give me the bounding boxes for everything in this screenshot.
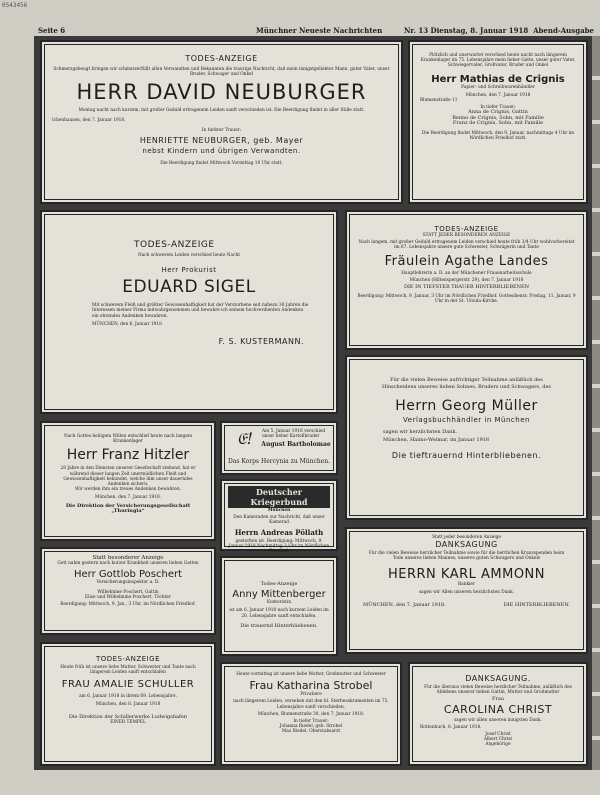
deceased-name: August Bartholomae — [261, 441, 331, 449]
deceased-prefix: Frau — [491, 696, 505, 703]
ad-place: MÜNCHEN, den 7. Januar 1918. — [363, 602, 446, 609]
ad-text: 28 Jahre in den Diensten unserer Gesellschaft stehend, hat er während dieser langen Zeit unermüdlichen Fleiß und Gewissenhaftigkeit bekundet, welche ihm unser dauerndes Andenken sichern. — [60, 466, 196, 488]
burial-info: Beerdigung: Mittwoch, 9. Jan., 3 Uhr, im Nördlichen Friedhof. — [60, 602, 196, 608]
deceased-name: HERR DAVID NEUBURGER — [76, 80, 367, 105]
ad-heading: DANKSAGUNG — [435, 540, 498, 550]
obituary-anny-mittenberger — [220, 556, 338, 656]
family-member: Josef Christ — [485, 732, 511, 738]
family-line: nebst Kindern und übrigen Verwandten. — [142, 147, 301, 156]
family-member: Franz de Crignis, Sohn, mit Familie — [452, 119, 544, 126]
mourning-line: In tiefer Trauer: — [480, 105, 516, 111]
ad-text: am 6. Januar 1918 in ihrem 69. Lebensjahre. — [79, 694, 177, 700]
ad-title: Statt jeder besonderen Anzeige — [432, 535, 501, 540]
kriegerbund-logo: Deutscher Kriegerbund — [228, 486, 330, 508]
mourning-line: Die trauernd Hinterbliebenen. — [240, 622, 318, 629]
neighbor-page-strip — [592, 36, 600, 770]
mourning-line: In tiefer Trauer: — [293, 719, 329, 725]
ad-text: sagen wir allen unseren innigsten Dank. — [453, 717, 543, 723]
obituary-gottlob-poschert — [40, 547, 216, 635]
widow-name: HENRIETTE NEUBURGER, geb. Mayer — [139, 136, 304, 146]
obituary-august-bartholomae — [220, 421, 338, 475]
ad-text: Schmerzgebeugt bringen wir schmerzerfüllt allen Verwandten und Bekannten die traurige Nachricht, daß mein innigstgeliebter Mann, guter Vater, unser Bruder, Schwager und Onkel — [53, 67, 390, 78]
ad-place: Ichenhausen, den 7. Januar 1918. — [52, 117, 126, 123]
ad-text: Gott nahm gestern nach kurzer Krankheit unseren lieben Gatten — [57, 561, 199, 567]
ad-text: Nach langem, mit großer Geduld ertragenem Leiden verschied heute früh 3/4 Uhr wohlvorbereitet im 67. Lebensjahre unsere gute Schwester, Schwägerin und Tante — [358, 240, 575, 251]
deceased-name: CAROLINA CHRIST — [443, 702, 553, 716]
obituary-david-neuburger — [40, 40, 403, 204]
ad-text: Montag nacht nach kurzem, mit großer Geduld ertragenem Leiden sanft verschieden ist. Die Beerdigung findet in aller Stille statt. — [78, 108, 365, 114]
family-member: Elise und Wilhelmine Poschert, Töchter — [84, 594, 172, 600]
mourning-line: Die tieftrauernd Hinterbliebenen. — [391, 451, 542, 461]
ad-place: München, den 8. Januar 1918 — [95, 701, 161, 707]
city: München — [267, 508, 291, 513]
deceased-prefix: Herr Prokurist — [161, 266, 217, 275]
ad-text: Heute vormittag ist unsere liebe Mutter, Großmutter und Schwester — [236, 672, 386, 677]
company-name: „Thuringia“ — [111, 507, 145, 514]
burial-info: Beerdigung: Mittwoch, 9. Januar, 3 Uhr im Nördlichen Friedhof. Gottesdienst: Freitag, 11. Januar, 9 Uhr in der St. Ursula-Kirche. — [357, 294, 576, 305]
deceased-name: Herr Gottlob Poschert — [73, 569, 183, 581]
thanks-carolina-christ — [408, 662, 588, 766]
scan-corner-id: 0543456 — [2, 2, 28, 9]
obituary-eduard-sigel — [40, 210, 338, 414]
ad-text: Am 5. Januar 1918 verschied unser lieber Kartellbruder — [262, 429, 326, 440]
signature: Die Direktion der Schillerwerke Ludwigshafen — [68, 713, 188, 720]
obituary-agathe-landes — [345, 210, 588, 350]
burial-info: Die Beerdigung findet Mittwoch, den 9. Januar, nachmittags 4 Uhr im Nördlichen Friedhof statt. — [421, 131, 575, 142]
ad-text: Für die vielen Beweise herzlicher Teilnahme sowie für die herrlichen Kranzspenden beim Tode unseres lieben Mannes, unseres guten Schwagers und Onkels — [368, 551, 565, 562]
family-member: Wilhelmine Poschert, Gattin — [97, 589, 159, 595]
family-member: Albert Christ — [483, 737, 513, 743]
ad-text: ist am 6. Januar 1918 nach kurzem Leiden im 20. Lebensjahre sanft entschlafen. — [229, 608, 329, 619]
burial-info: Die Beerdigung findet Mittwoch Vormittag 10 Uhr statt. — [160, 161, 283, 167]
deceased-role: Papier- und Schreibwarenhändler — [461, 84, 535, 90]
obituary-mathias-de-crignis — [408, 40, 588, 204]
newspaper-name: Münchner Neueste Nachrichten — [256, 26, 383, 35]
ad-subtitle: STATT JEDER BESONDEREN ANZEIGE — [422, 233, 511, 238]
ad-address: Blumenstraße 11 — [420, 98, 458, 104]
deceased-role: Privatiere — [300, 692, 322, 698]
mourning-line: DIE HINTERBLIEBENEN. — [503, 602, 570, 609]
deceased-name: Anny Mittenberger — [232, 589, 326, 601]
deceased-name: Herr Franz Hitzler — [66, 447, 190, 464]
obituary-amalie-schuller — [40, 642, 216, 766]
thanks-karl-ammonn — [345, 527, 588, 654]
family-member: Max Riedel, Oberstabsarzt — [281, 729, 341, 735]
deceased-role: Kontoristin — [266, 600, 292, 606]
deceased-role: Versicherungsinspektor a. D. — [96, 580, 160, 586]
ad-title: TODES-ANZEIGE — [134, 240, 215, 250]
obituary-franz-hitzler — [40, 421, 216, 541]
deceased-name: EDUARD SIGEL — [122, 277, 256, 298]
page-number: Seite 6 — [38, 26, 66, 35]
deceased-name: Herrn Georg Müller — [395, 398, 538, 414]
ad-title: TODES-ANZEIGE — [185, 54, 258, 63]
ad-place: Rottenbuch, 8. Januar 1918. — [420, 724, 482, 730]
ad-text: sagen wir herzlichsten Dank. — [383, 429, 457, 435]
ad-place: MÜNCHEN, den 6. Januar 1918 — [92, 321, 162, 327]
ad-text: Für die überaus vielen Beweise herzlicher Teilnahme, anläßlich des Ablebens unserer lieben Gattin, Mutter und Großmutter — [424, 685, 572, 696]
signature: Die Direktion der Versicherungsgesellschaft — [65, 502, 191, 509]
ad-text: Wir werden ihm ein treues Andenken bewahren. — [75, 487, 181, 493]
ad-text: Heute früh ist unsere liebe Mutter, Schwester und Tante nach längerem Leiden sanft entschlafen — [60, 665, 196, 676]
deceased-name: FRAU AMALIE SCHULLER — [61, 679, 195, 691]
ad-text: Mit schwerem Fleiß und größter Gewissenhaftigkeit hat der Verstorbene seit nahezu 30 Jahren die Interessen meiner Firma mitwahrgenommen und bewahre ich seinem hochverdienten Andenken ein ehrendes Andenken bewahren. — [92, 303, 309, 319]
ad-title: TODES-ANZEIGE — [434, 225, 499, 233]
ad-heading: DANKSAGUNG. — [465, 674, 531, 683]
ad-text: Für die vielen Beweise aufrichtiger Teilnahme anläßlich des Hinscheidens unseres lieben Sohnes, Bruders und Schwagers, des — [382, 377, 551, 390]
ad-place: München (Hiltenspergerstr. 29), den 7. Januar 1918 — [409, 277, 524, 283]
family-member: Johanna Riedel, geb. Strobel — [279, 724, 343, 730]
corps-emblem: 𝔈! — [236, 429, 254, 448]
ad-place: München, den 7. Januar 1918. — [94, 495, 162, 501]
family-member: Benno de Crignis, Sohn, mit Familie — [452, 114, 544, 121]
mourning-line: DIE IN TIEFSTER TRAUER HINTERBLIEBENEN — [403, 284, 530, 291]
ad-title: Todes-Anzeige — [260, 581, 298, 587]
ad-place: München, den 7. Januar 1918 — [465, 92, 531, 98]
deceased-name: Herr Mathias de Crignis — [431, 73, 565, 85]
ad-place: München, Haimo-Weimar, im Januar 1918 — [383, 437, 490, 444]
deceased-name: Frau Katharina Strobel — [249, 679, 373, 693]
ad-text: Den Kameraden zur Nachricht, daß unser Kamerad — [233, 515, 325, 526]
ad-title: Statt besonderer Anzeige — [92, 555, 164, 561]
ad-footer — [345, 602, 588, 608]
deceased-role: Verlagsbuchhändler in München — [403, 416, 530, 424]
burial-info: gestorben ist. Beerdigung: Mittwoch, 9. Januar 1918 Nachmittag 3 Uhr im Nördlichen Friedhof. — [228, 538, 330, 555]
family-member: Angehörige — [485, 742, 511, 748]
deceased-role: Bankier — [457, 581, 476, 587]
ad-text: Plötzlich und unerwartet verschied heute nacht nach längerem Krankenlager im 75. Lebensjahre mein lieber Gatte, unser guter Vater, Schwiegervater, Großvater, Bruder und Onkel — [420, 53, 576, 69]
notice-kriegerbund-poellath — [220, 479, 338, 555]
ad-place: München, Blumenstraße 30, den 7. Januar 1918. — [257, 711, 365, 717]
signature: Das Korps Hercynia zu München. — [227, 458, 331, 466]
ad-text: nach längerem Leiden, versehen mit den hl. Sterbesakramenten im 72. Lebensjahre sanft verschieden. — [233, 699, 389, 710]
thanks-georg-mueller — [345, 355, 588, 520]
issue-date: Nr. 13 Dienstag, 8. Januar 1918 Abend-Ausgabe — [404, 26, 594, 35]
family-member: Anna de Crignis, Gattin — [468, 109, 528, 116]
mourning-line: In tiefster Trauer: — [201, 127, 242, 133]
deceased-name: Fräulein Agathe Landes — [384, 253, 549, 269]
deceased-name: HERRN KARL AMMONN — [387, 566, 546, 582]
ad-title: Nach Gottes heiligem Willen entschlief heute nach langem Krankenlager — [63, 434, 193, 445]
deceased-role: Hauptlehrerin a. D. an der Münchener Frauenarbeitsschule — [401, 270, 532, 276]
ad-text: sagen wir Allen unseren herzlichsten Dank. — [418, 589, 515, 595]
signature: F. S. KUSTERMANN. — [218, 337, 304, 347]
obituary-katharina-strobel — [220, 662, 402, 766]
ad-text: Nach schwerem Leiden verschied heute Nacht — [137, 253, 241, 258]
ad-title: TODES-ANZEIGE — [95, 655, 161, 663]
company-name: EINER TEMPEL — [110, 720, 146, 726]
deceased-name: Herrn Andreas Pöllath — [234, 527, 324, 537]
